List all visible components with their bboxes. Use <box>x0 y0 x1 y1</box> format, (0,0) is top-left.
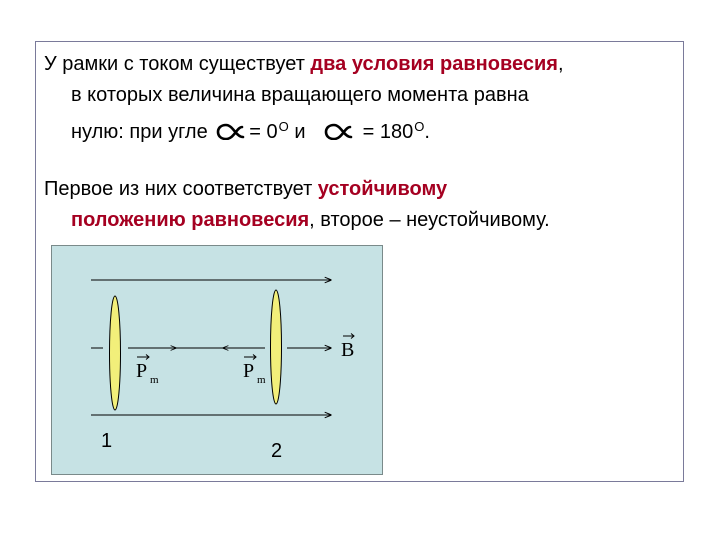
p1-text-c: , <box>557 53 564 75</box>
paragraph-equilibrium-conditions <box>44 49 674 150</box>
p1-text-i: = 180 <box>362 121 414 143</box>
vector-label-b: B <box>341 339 355 361</box>
p1-degree-1: O <box>278 119 289 134</box>
p2-text-d: , второе – неустойчивому. <box>309 209 550 231</box>
p2-text-a: Первое из них соответствует <box>44 178 318 200</box>
p2-line2 <box>44 205 674 236</box>
frame-label-2: 2 <box>271 440 283 462</box>
vector-sub-pm1: m <box>150 374 159 386</box>
figure-frames-in-field <box>51 245 383 475</box>
p1-text-e: нулю: при угле <box>71 121 214 143</box>
vector-sub-pm2: m <box>257 374 266 386</box>
p1-text-d: в которых величина вращающего момента равна <box>71 84 529 106</box>
p2-highlight-equilibrium: положению равновесия <box>71 209 310 231</box>
alpha-symbol-icon <box>213 119 249 150</box>
p1-text-a: У рамки с током существует <box>44 53 311 75</box>
vector-label-pm2: P <box>243 360 255 382</box>
current-frame-2 <box>271 290 282 404</box>
p1-highlight-two-conditions: два условия равновесия <box>310 53 558 75</box>
p1-line2 <box>44 80 674 111</box>
p1-degree-2: O <box>414 119 425 134</box>
alpha-symbol-icon <box>321 119 357 150</box>
frame-label-1: 1 <box>101 430 113 452</box>
p1-line3 <box>44 111 674 150</box>
vector-label-pm1: P <box>136 360 148 382</box>
paragraph-stability <box>44 174 674 236</box>
p1-text-k: . <box>424 121 430 143</box>
figure-svg <box>51 245 383 475</box>
p1-text-f: = 0 <box>249 121 278 143</box>
current-frame-1 <box>110 296 121 410</box>
p2-highlight-stable: устойчивому <box>317 178 448 200</box>
p1-text-h: и <box>288 121 312 143</box>
